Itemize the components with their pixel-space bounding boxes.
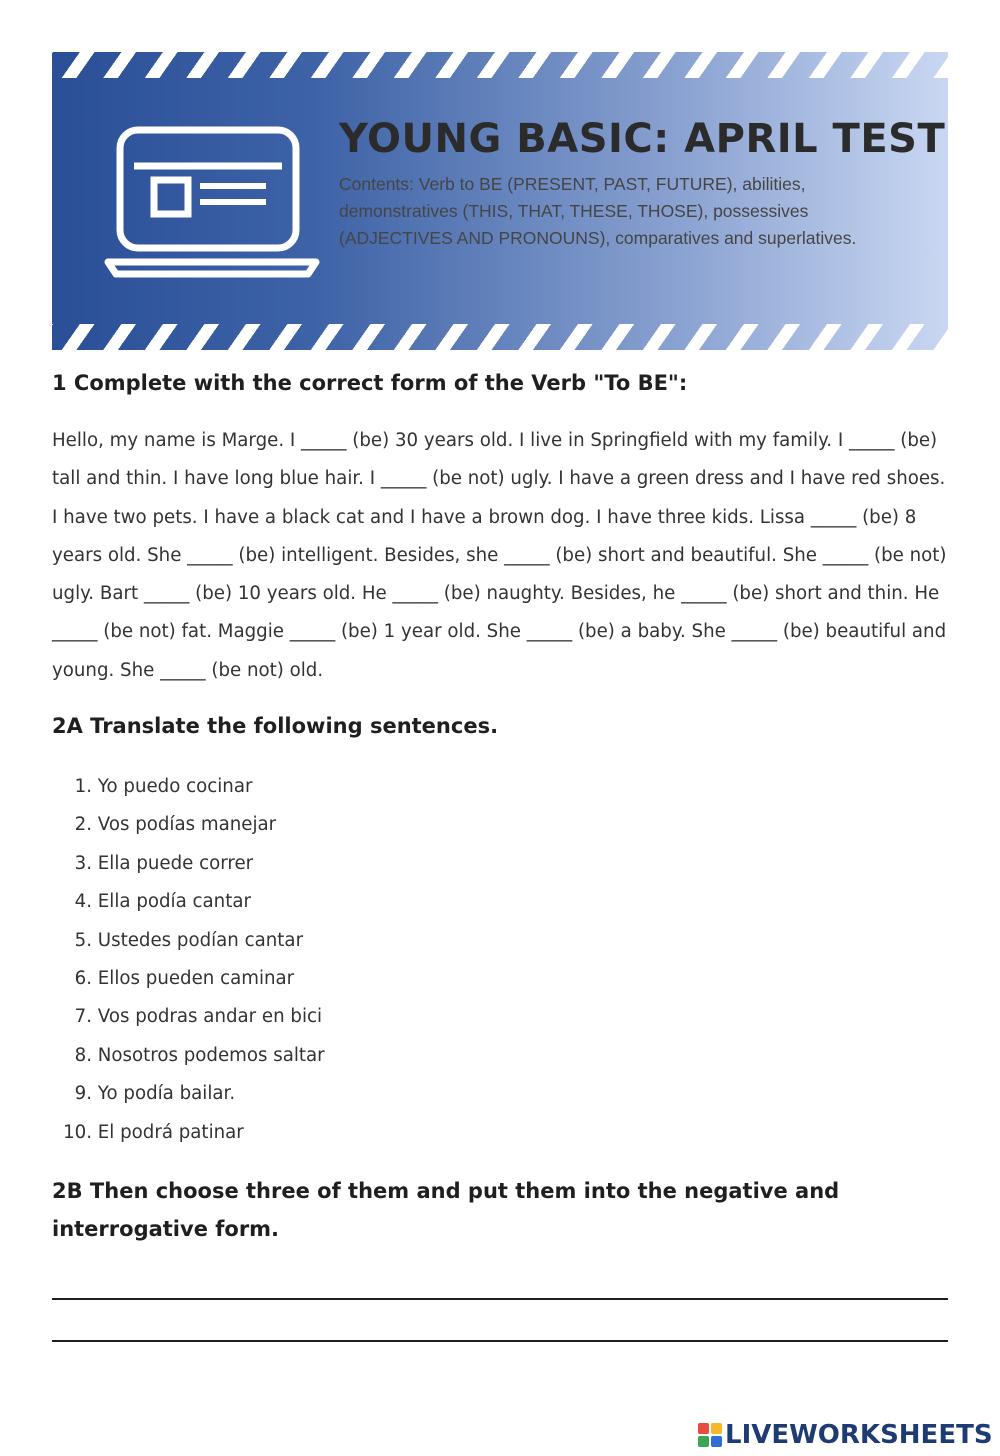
list-item: 9. Yo podía bailar. <box>74 1083 236 1105</box>
section1-heading: 1 Complete with the correct form of the Verb "To BE": <box>52 371 688 395</box>
answer-line-1[interactable] <box>52 1298 948 1300</box>
banner-bottom-stripes <box>52 324 948 350</box>
list-item: 10. El podrá patinar <box>63 1121 244 1143</box>
header-banner <box>52 52 948 350</box>
translation-list <box>52 768 325 1152</box>
list-item: 1. Yo puedo cocinar <box>74 776 253 797</box>
list-item: 2. Vos podías manejar <box>74 814 277 836</box>
list-item: 6. Ellos pueden caminar <box>74 967 295 989</box>
contents-description: Contents: Verb to BE (PRESENT, PAST, FUTURE), abilities, demonstratives (THIS, THAT, THESE, THOSE), possessives (ADJECTIVES AND PRONOUNS), comparatives and superlatives. <box>339 174 857 248</box>
list-item: 8. Nosotros podemos saltar <box>74 1044 325 1066</box>
section2a-heading: 2A Translate the following sentences. <box>52 714 499 738</box>
list-item: 3. Ella puede correr <box>74 852 254 874</box>
logo-text: LIVEWORKSHEETS <box>725 1420 993 1450</box>
banner-top-stripes <box>52 52 948 78</box>
section1-paragraph: Hello, my name is Marge. I _____ (be) 30 years old. I live in Springfield with my family. I _____ (be) tall and thin. I have long blue hair. I _____ (be not) ugly. I have a green dress and I have red shoes. I have two pets. I have a black cat and I have a brown dog. I have three kids. Lissa _____ (be) 8 years old. She _____ (be) intelligent. Besides, she _____ (be) short and beautiful. She _____ (be not) ugly. Bart _____ (be) 10 years old. He _____ (be) naughty. Besides, he _____ (be) short and thin. He _____ (be not) fat. Maggie _____ (be) 1 year old. She _____ (be) a baby. She _____ (be) beautiful and young. She _____ (be not) old. <box>52 430 947 681</box>
worksheet-title: YOUNG BASIC: APRIL TEST <box>339 116 946 162</box>
liveworksheets-logo[interactable] <box>697 1420 993 1450</box>
section2b-heading: 2B Then choose three of them and put them into the negative and interrogative form. <box>52 1179 840 1241</box>
laptop-icon <box>104 126 320 278</box>
list-item: 5. Ustedes podían cantar <box>74 929 304 951</box>
list-item: 4. Ella podía cantar <box>74 891 251 913</box>
liveworksheets-mark-icon <box>697 1422 723 1448</box>
list-item: 7. Vos podras andar en bici <box>74 1006 323 1028</box>
answer-line-2[interactable] <box>52 1340 948 1342</box>
